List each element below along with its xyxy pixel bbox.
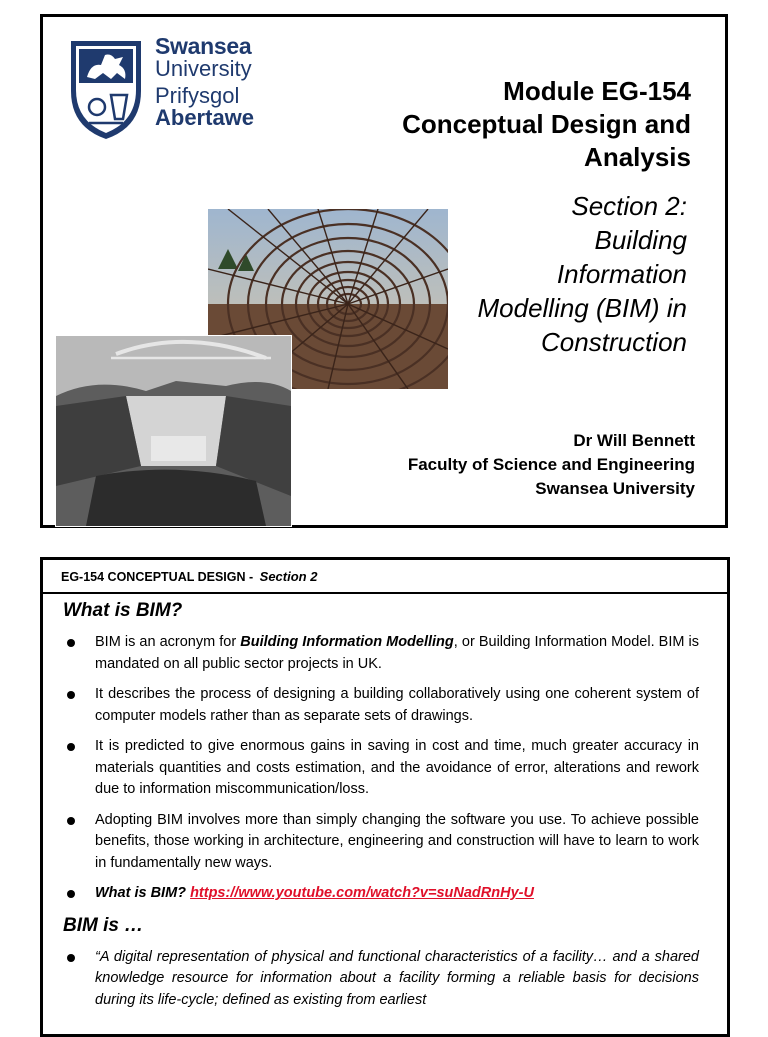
list-item xyxy=(43,736,727,801)
bullet-list xyxy=(43,632,727,905)
module-title-line: Analysis xyxy=(584,142,691,172)
author-faculty: Faculty of Science and Engineering xyxy=(407,455,695,474)
logo-line-abertawe: Abertawe xyxy=(155,105,255,131)
bullet-list-definition xyxy=(43,947,727,1012)
video-label: What is BIM? xyxy=(95,885,187,901)
bullet-icon xyxy=(67,890,75,898)
swansea-university-logo xyxy=(65,33,265,143)
author-institution: Swansea University xyxy=(535,479,695,498)
heading-what-is-bim: What is BIM? xyxy=(63,600,183,621)
definition-quote: “A digital representation of physical and functional characteristics of a facility… and a shared knowledge resource for information about a facility forming a reliable basis for decisions during its life-cycle; defined as existing from earliest xyxy=(95,948,699,1008)
list-item xyxy=(43,947,727,1012)
logo-line-prifysgol: Prifysgol xyxy=(155,82,240,108)
bullet-icon xyxy=(67,691,75,699)
bullet-icon xyxy=(67,954,75,962)
author-block xyxy=(408,429,695,501)
section-title-line: Construction xyxy=(541,327,687,357)
list-item xyxy=(43,883,727,905)
university-crest-icon xyxy=(65,33,147,143)
section-title-line: Section 2: xyxy=(571,191,687,221)
author-name: Dr Will Bennett xyxy=(573,431,695,450)
title-slide xyxy=(40,14,728,528)
slide-header xyxy=(43,560,727,594)
bullet-text: It is predicted to give enormous gains in saving in cost and time, much greater accuracy in materials quantities and costs estimation, and the avoidance of error, alterations and rework due to information miscommunication/loss. xyxy=(95,738,699,797)
bullet-text: BIM is an acronym for xyxy=(95,634,241,650)
dam-bridge-photo xyxy=(55,335,292,527)
header-course: EG-154 CONCEPTUAL DESIGN - xyxy=(61,570,254,584)
section-title xyxy=(477,189,687,359)
bullet-text: , or Building Information Model. BIM is mandated on all public sector projects in UK. xyxy=(95,634,700,672)
bullet-emphasis: Building Information Modelling xyxy=(240,634,454,650)
header-section: Section 2 xyxy=(259,569,318,584)
heading-bim-is: BIM is … xyxy=(63,914,144,936)
logo-line-university: University xyxy=(155,56,252,82)
bullet-icon xyxy=(67,743,75,751)
module-title-line: Conceptual Design and xyxy=(402,109,691,139)
bullet-icon xyxy=(67,817,75,825)
section-title-line: Modelling (BIM) in xyxy=(477,293,687,323)
logo-line-swansea: Swansea xyxy=(155,33,252,59)
section-title-line: Information xyxy=(556,259,687,289)
module-title-line: Module EG-154 xyxy=(503,76,691,106)
list-item xyxy=(43,810,727,875)
list-item xyxy=(43,684,727,727)
bullet-icon xyxy=(67,639,75,647)
bullet-text: It describes the process of designing a building collaboratively using one coherent system of computer models rather than as separate sets of drawings. xyxy=(95,686,699,724)
section-title-line: Building xyxy=(594,225,687,255)
bullet-text: Adopting BIM involves more than simply changing the software you use. To achieve possible benefits, those working in architecture, engineering and construction will have to learn to work in fundamentally new ways. xyxy=(95,811,699,871)
content-slide xyxy=(40,557,730,1037)
module-title xyxy=(402,75,691,174)
list-item xyxy=(43,632,727,675)
youtube-link[interactable]: https://www.youtube.com/watch?v=suNadRnHy-U xyxy=(190,885,534,901)
